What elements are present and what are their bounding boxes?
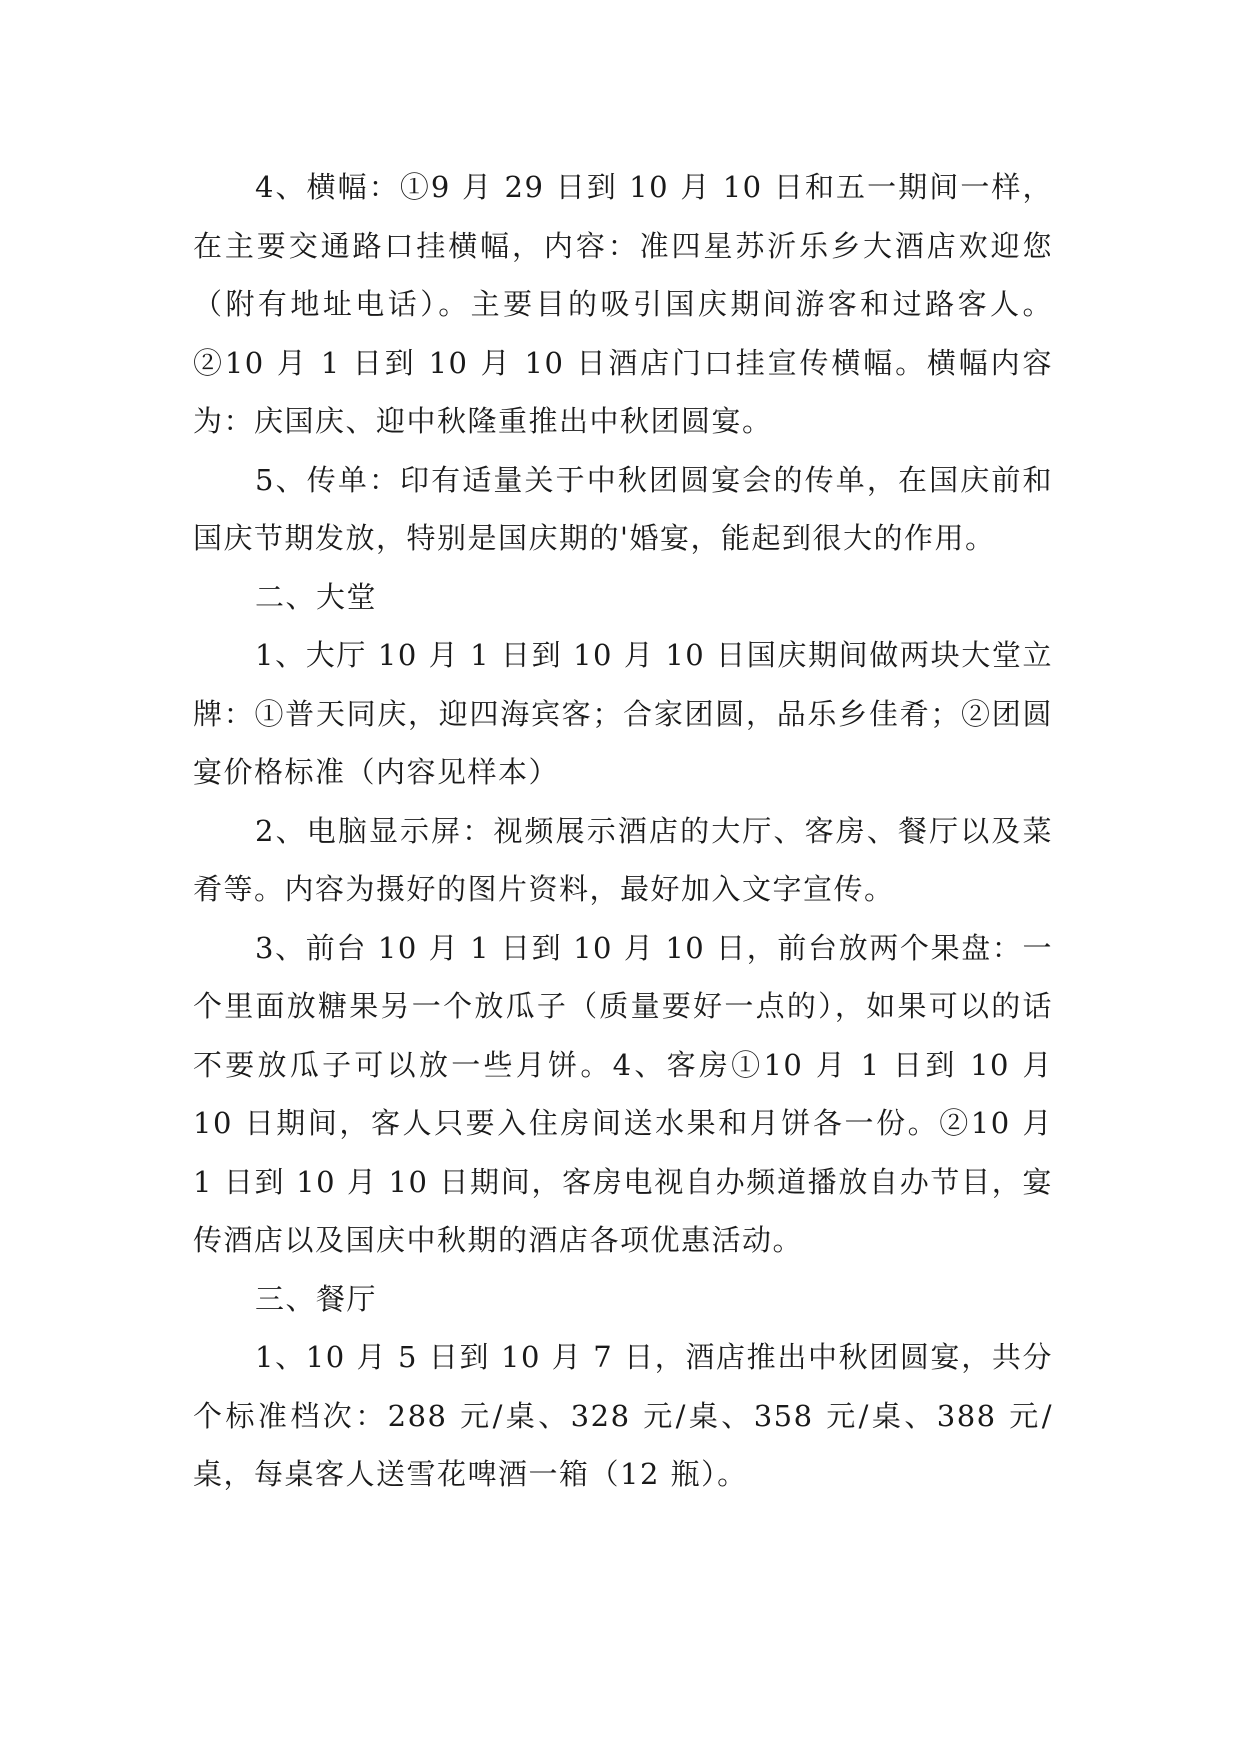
paragraph-lobby-signs: 1、大厅 10 月 1 日到 10 月 10 日国庆期间做两块大堂立牌：①普天同庆，迎四海宾客；合家团圆，品乐乡佳肴；②团圆宴价格标准（内容见样本） [193,638,1053,789]
paragraph-front-desk: 3、前台 10 月 1 日到 10 月 10 日，前台放两个果盘：一个里面放糖果另一个放瓜子（质量要好一点的），如果可以的话不要放瓜子可以放一些月饼。4、客房①10 月 1 日到 10 月 10 日期间，客人只要入住房间送水果和月饼各一份。②10 月 1 日到 10 月 10 日期间，客房电视自办频道播放自办节目，宴传酒店以及国庆中秋期的酒店各项优惠活动。 [193,930,1053,1257]
section-heading-lobby: 二、大堂 [255,579,378,614]
section-heading-restaurant: 三、餐厅 [255,1281,378,1316]
paragraph-banquet: 1、10 月 5 日到 10 月 7 日，酒店推出中秋团圆宴，共分个标准档次：288 元/桌、328 元/桌、358 元/桌、388 元/桌，每桌客人送雪花啤酒一箱（12 瓶）。 [193,1340,1053,1491]
paragraph-flyer: 5、传单：印有适量关于中秋团圆宴会的传单，在国庆前和国庆节期发放，特别是国庆期的'婚宴，能起到很大的作用。 [193,462,1053,555]
document-body [193,158,1053,1504]
paragraph-banner: 4、横幅：①9 月 29 日到 10 月 10 日和五一期间一样，在主要交通路口挂横幅，内容：准四星苏沂乐乡大酒店欢迎您（附有地址电话）。主要目的吸引国庆期间游客和过路客人。②10 月 1 日到 10 月 10 日酒店门口挂宣传横幅。横幅内容为：庆国庆、迎中秋隆重推出中秋团圆宴。 [193,170,1053,438]
paragraph-display-screen: 2、电脑显示屏：视频展示酒店的大厅、客房、餐厅以及菜肴等。内容为摄好的图片资料，最好加入文字宣传。 [193,813,1053,906]
